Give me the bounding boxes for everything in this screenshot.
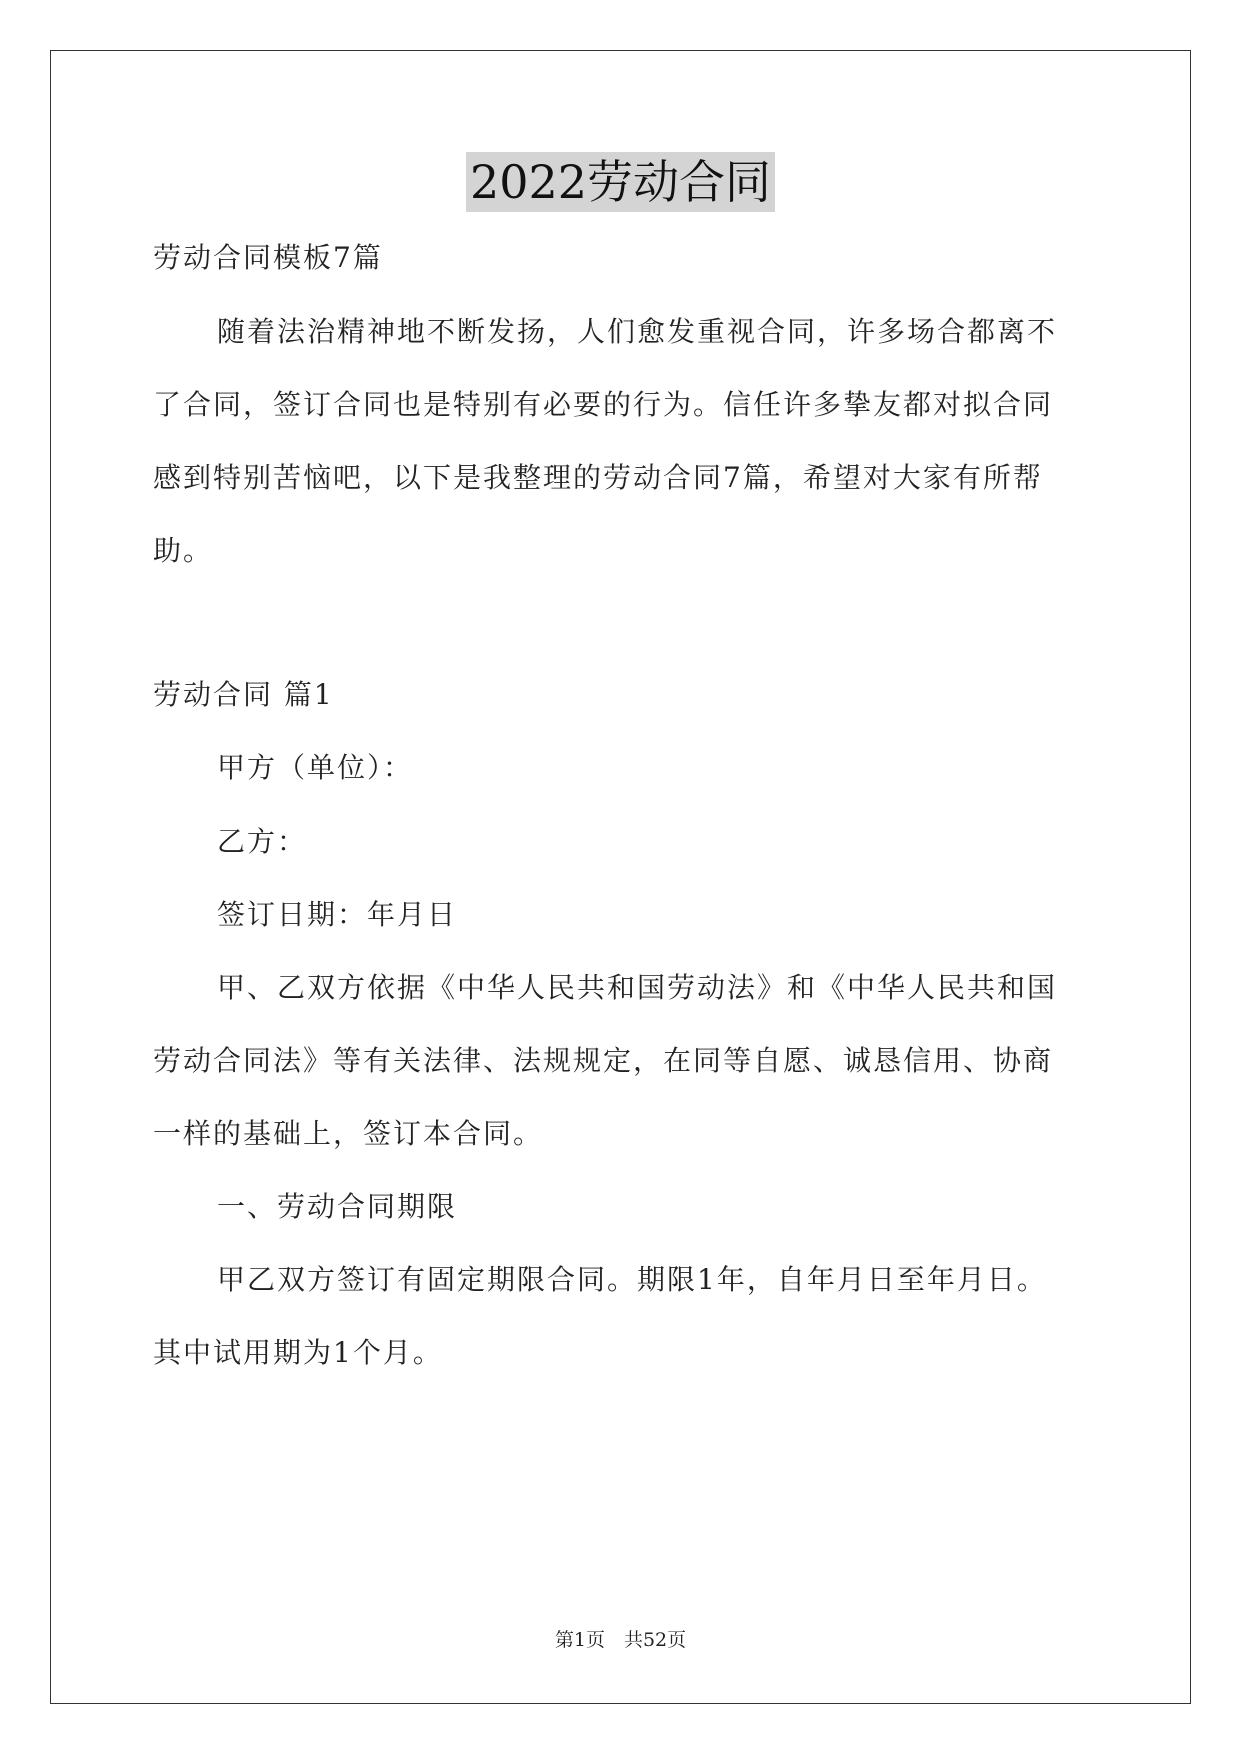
- title-container: [0, 152, 1241, 212]
- paragraph-line: 感到特别苦恼吧，以下是我整理的劳动合同7篇，希望对大家有所帮: [153, 461, 1043, 494]
- party-a-line: 甲方（单位）：: [217, 751, 414, 784]
- page-number: 第1页 共52页: [554, 1629, 687, 1651]
- clause-heading: 一、劳动合同期限: [217, 1190, 458, 1223]
- paragraph-line: 随着法治精神地不断发扬，人们愈发重视合同，许多场合都离不: [217, 315, 1058, 348]
- paragraph-line: 甲乙双方签订有固定期限合同。期限1年，自年月日至年月日。: [217, 1263, 1047, 1296]
- paragraph-line: 一样的基础上，签订本合同。: [153, 1117, 544, 1150]
- paragraph-line: 甲、乙双方依据《中华人民共和国劳动法》和《中华人民共和国: [217, 971, 1058, 1004]
- party-b-line: 乙方：: [217, 825, 308, 858]
- page-border: [50, 50, 1191, 1704]
- sign-date-line: 签订日期：年月日: [217, 898, 458, 931]
- section-heading: 劳动合同 篇1: [153, 678, 334, 711]
- paragraph-line: 助。: [153, 534, 214, 567]
- paragraph-line: 其中试用期为1个月。: [153, 1336, 443, 1369]
- paragraph-line: 了合同，签订合同也是特别有必要的行为。信任许多挚友都对拟合同: [153, 388, 1054, 421]
- paragraph-line: 劳动合同法》等有关法律、法规规定，在同等自愿、诚恳信用、协商: [153, 1044, 1054, 1077]
- document-title: 2022劳动合同: [466, 152, 775, 212]
- intro-heading: 劳动合同模板7篇: [153, 241, 383, 274]
